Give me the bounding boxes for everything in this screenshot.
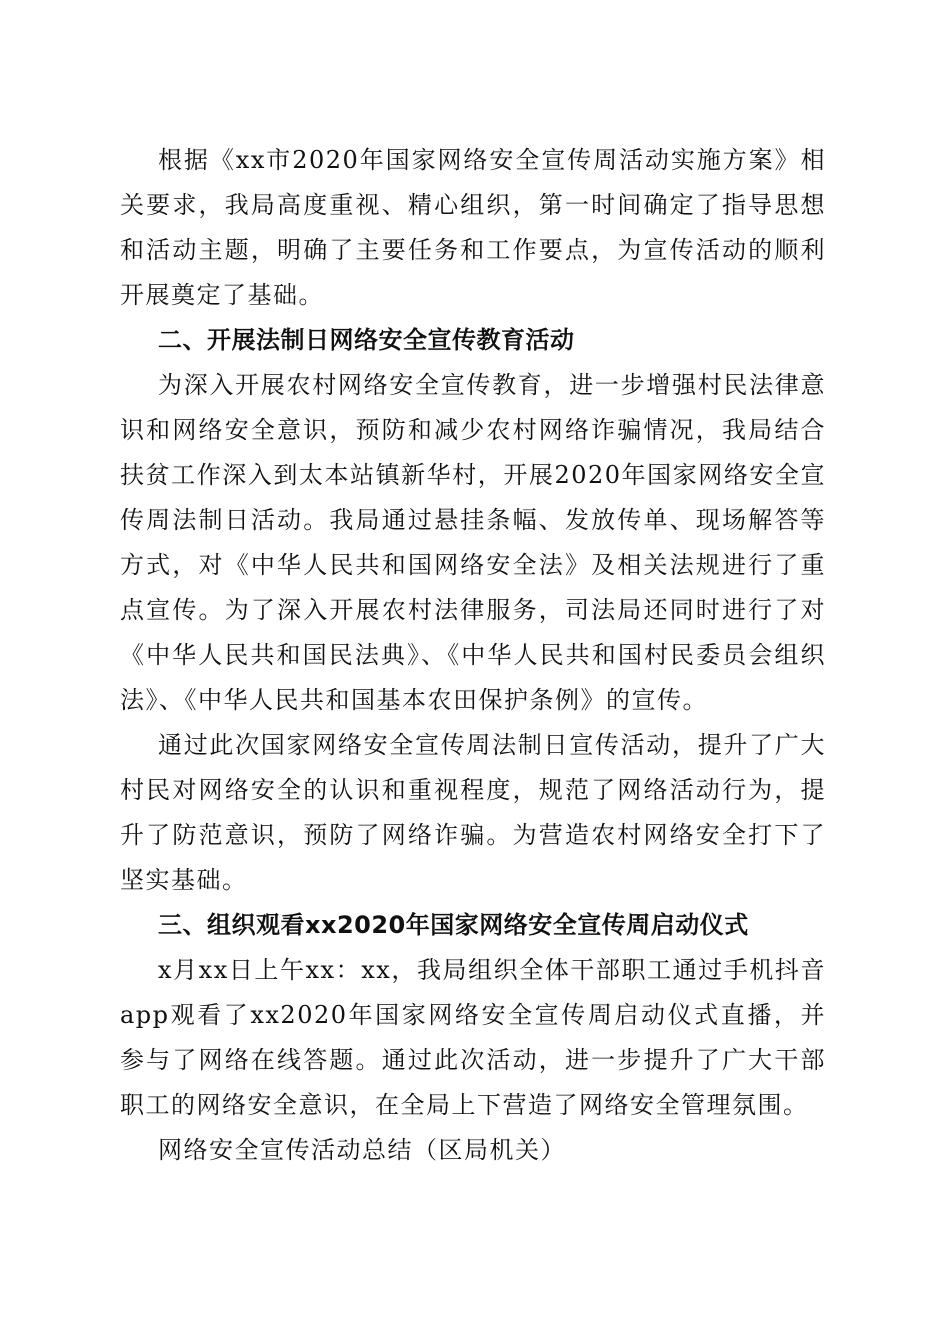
section-heading: 二、开展法制日网络安全宣传教育活动 [158,326,575,354]
body-paragraph: 通过此次国家网络安全宣传周法制日宣传活动，提升了广大村民对网络安全的认识和重视程度，规范了网络活动行为，提升了防范意识，预防了网络诈骗。为营造农村网络安全打下了坚实基础。 [120,731,826,894]
body-paragraph: x月xx日上午xx：xx，我局组织全体干部职工通过手机抖音app观看了xx2020年国家网络安全宣传周启动仪式直播，并参与了网络在线答题。通过此次活动，进一步提升了广大干部职工的网络安全意识，在全局上下营造了网络安全管理氛围。 [120,956,826,1119]
body-paragraph: 为深入开展农村网络安全宣传教育，进一步增强村民法律意识和网络安全意识，预防和减少农村网络诈骗情况，我局结合扶贫工作深入到太本站镇新华村，开展2020年国家网络安全宣传周法制日活动。我局通过悬挂条幅、发放传单、现场解答等方式，对《中华人民共和国网络安全法》及相关法规进行了重点宣传。为了深入开展农村法律服务，司法局还同时进行了对《中华人民共和国民法典》、《中华人民共和国村民委员会组织法》、《中华人民共和国基本农田保护条例》的宣传。 [120,371,826,714]
body-paragraph: 网络安全宣传活动总结（区局机关） [158,1136,566,1164]
document-page [120,138,826,1173]
body-paragraph: 根据《xx市2020年国家网络安全宣传周活动实施方案》相关要求，我局高度重视、精心组织，第一时间确定了指导思想和活动主题，明确了主要任务和工作要点，为宣传活动的顺利开展奠定了基础。 [120,146,826,309]
section-heading: 三、组织观看xx2020年国家网络安全宣传周启动仪式 [158,911,749,939]
